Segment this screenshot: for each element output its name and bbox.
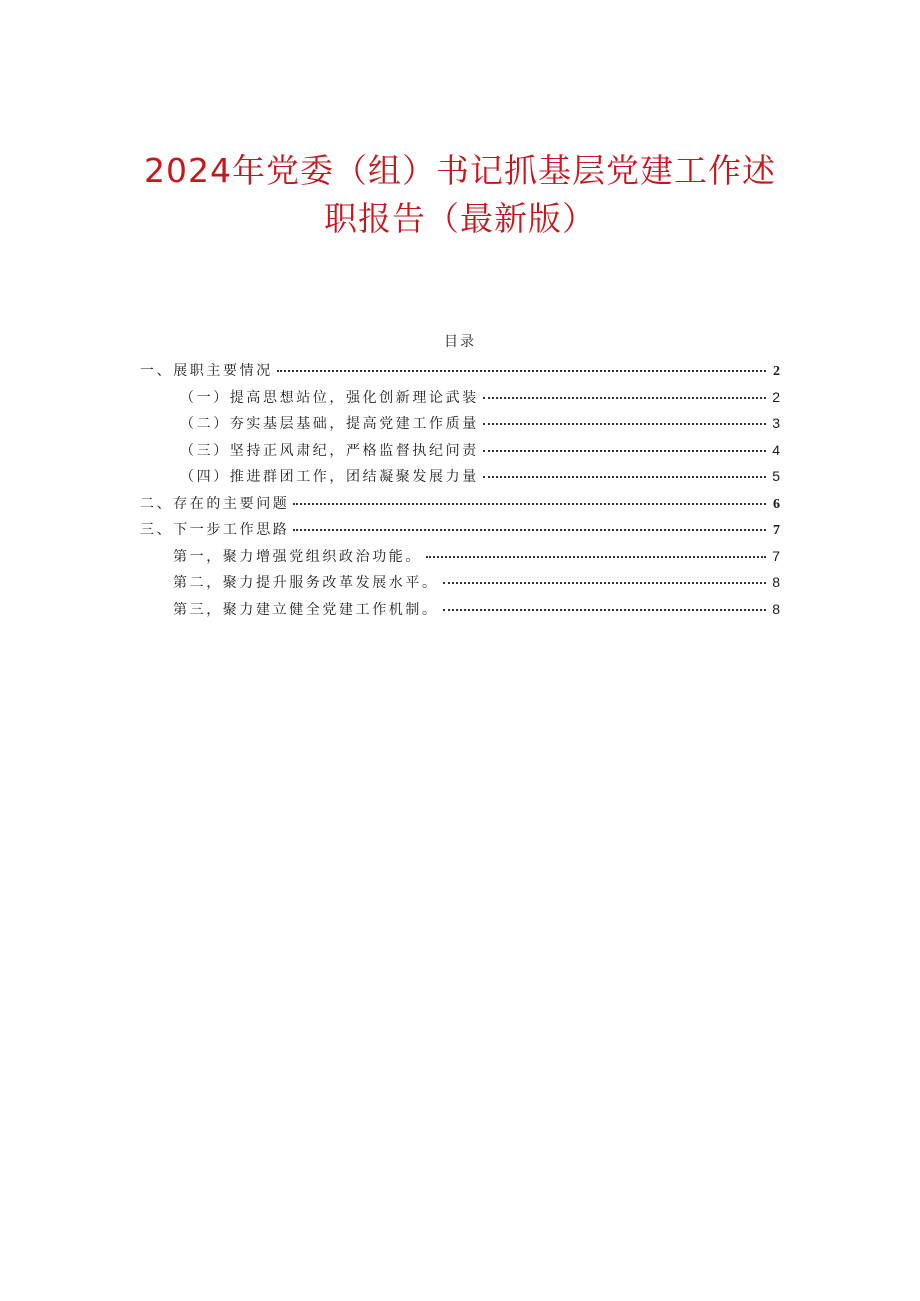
toc-entry[interactable]: [140, 413, 780, 440]
toc-entry-text: 三、下一步工作思路: [140, 522, 290, 538]
toc-entry-text: 二、存在的主要问题: [140, 495, 290, 512]
toc-entry-text: 第一，聚力增强党组织政治功能。: [173, 548, 422, 565]
document-title-line-2: 职报告（最新版）: [324, 199, 596, 238]
toc-entry[interactable]: [140, 599, 780, 626]
toc-entry-text: （二）夯实基层基础，提高党建工作质量: [180, 416, 479, 432]
toc-entry-page: 3: [772, 415, 780, 431]
toc-entry-text: （三）坚持正风肃纪，严格监督执纪问责: [180, 442, 479, 459]
toc-entry[interactable]: [140, 546, 780, 573]
toc-leader-dots: [483, 397, 766, 399]
toc-entry[interactable]: [140, 519, 780, 546]
toc-entry-page: 7: [772, 547, 780, 564]
toc-entry[interactable]: [140, 493, 780, 520]
toc-leader-dots: [293, 529, 766, 531]
toc-entry-page: 2: [772, 388, 780, 405]
toc-leader-dots: [443, 582, 766, 584]
toc-entry[interactable]: [140, 466, 780, 493]
toc-entry-page: 6: [773, 496, 780, 512]
toc-heading: 目录: [444, 334, 476, 350]
toc-entry[interactable]: [140, 440, 780, 467]
toc-entry-page: 4: [772, 441, 780, 458]
toc-leader-dots: [426, 556, 766, 558]
toc-entry-text: （四）推进群团工作，团结凝聚发展力量: [180, 469, 479, 485]
toc-entry-page: 8: [772, 600, 780, 617]
toc-leader-dots: [483, 476, 766, 478]
toc-entry[interactable]: [140, 572, 780, 599]
table-of-contents: [140, 360, 780, 625]
toc-leader-dots: [293, 503, 766, 505]
toc-entry-page: 7: [773, 523, 780, 538]
toc-entry-page: 2: [773, 364, 780, 379]
document-title-line-1: 2024年党委（组）书记抓基层党建工作述: [144, 151, 776, 190]
toc-leader-dots: [443, 609, 766, 611]
toc-entry-page: 8: [772, 574, 780, 590]
toc-entry-text: 第三，聚力建立健全党建工作机制。: [173, 601, 439, 618]
toc-leader-dots: [483, 450, 766, 452]
toc-entry[interactable]: [140, 360, 780, 387]
toc-entry[interactable]: [140, 387, 780, 414]
toc-entry-text: 第二，聚力提升服务改革发展水平。: [173, 575, 439, 591]
toc-leader-dots: [277, 370, 766, 372]
toc-entry-text: （一）提高思想站位，强化创新理论武装: [180, 389, 479, 406]
toc-entry-text: 一、展职主要情况: [140, 363, 273, 379]
toc-entry-page: 5: [772, 468, 780, 484]
toc-leader-dots: [483, 423, 766, 425]
